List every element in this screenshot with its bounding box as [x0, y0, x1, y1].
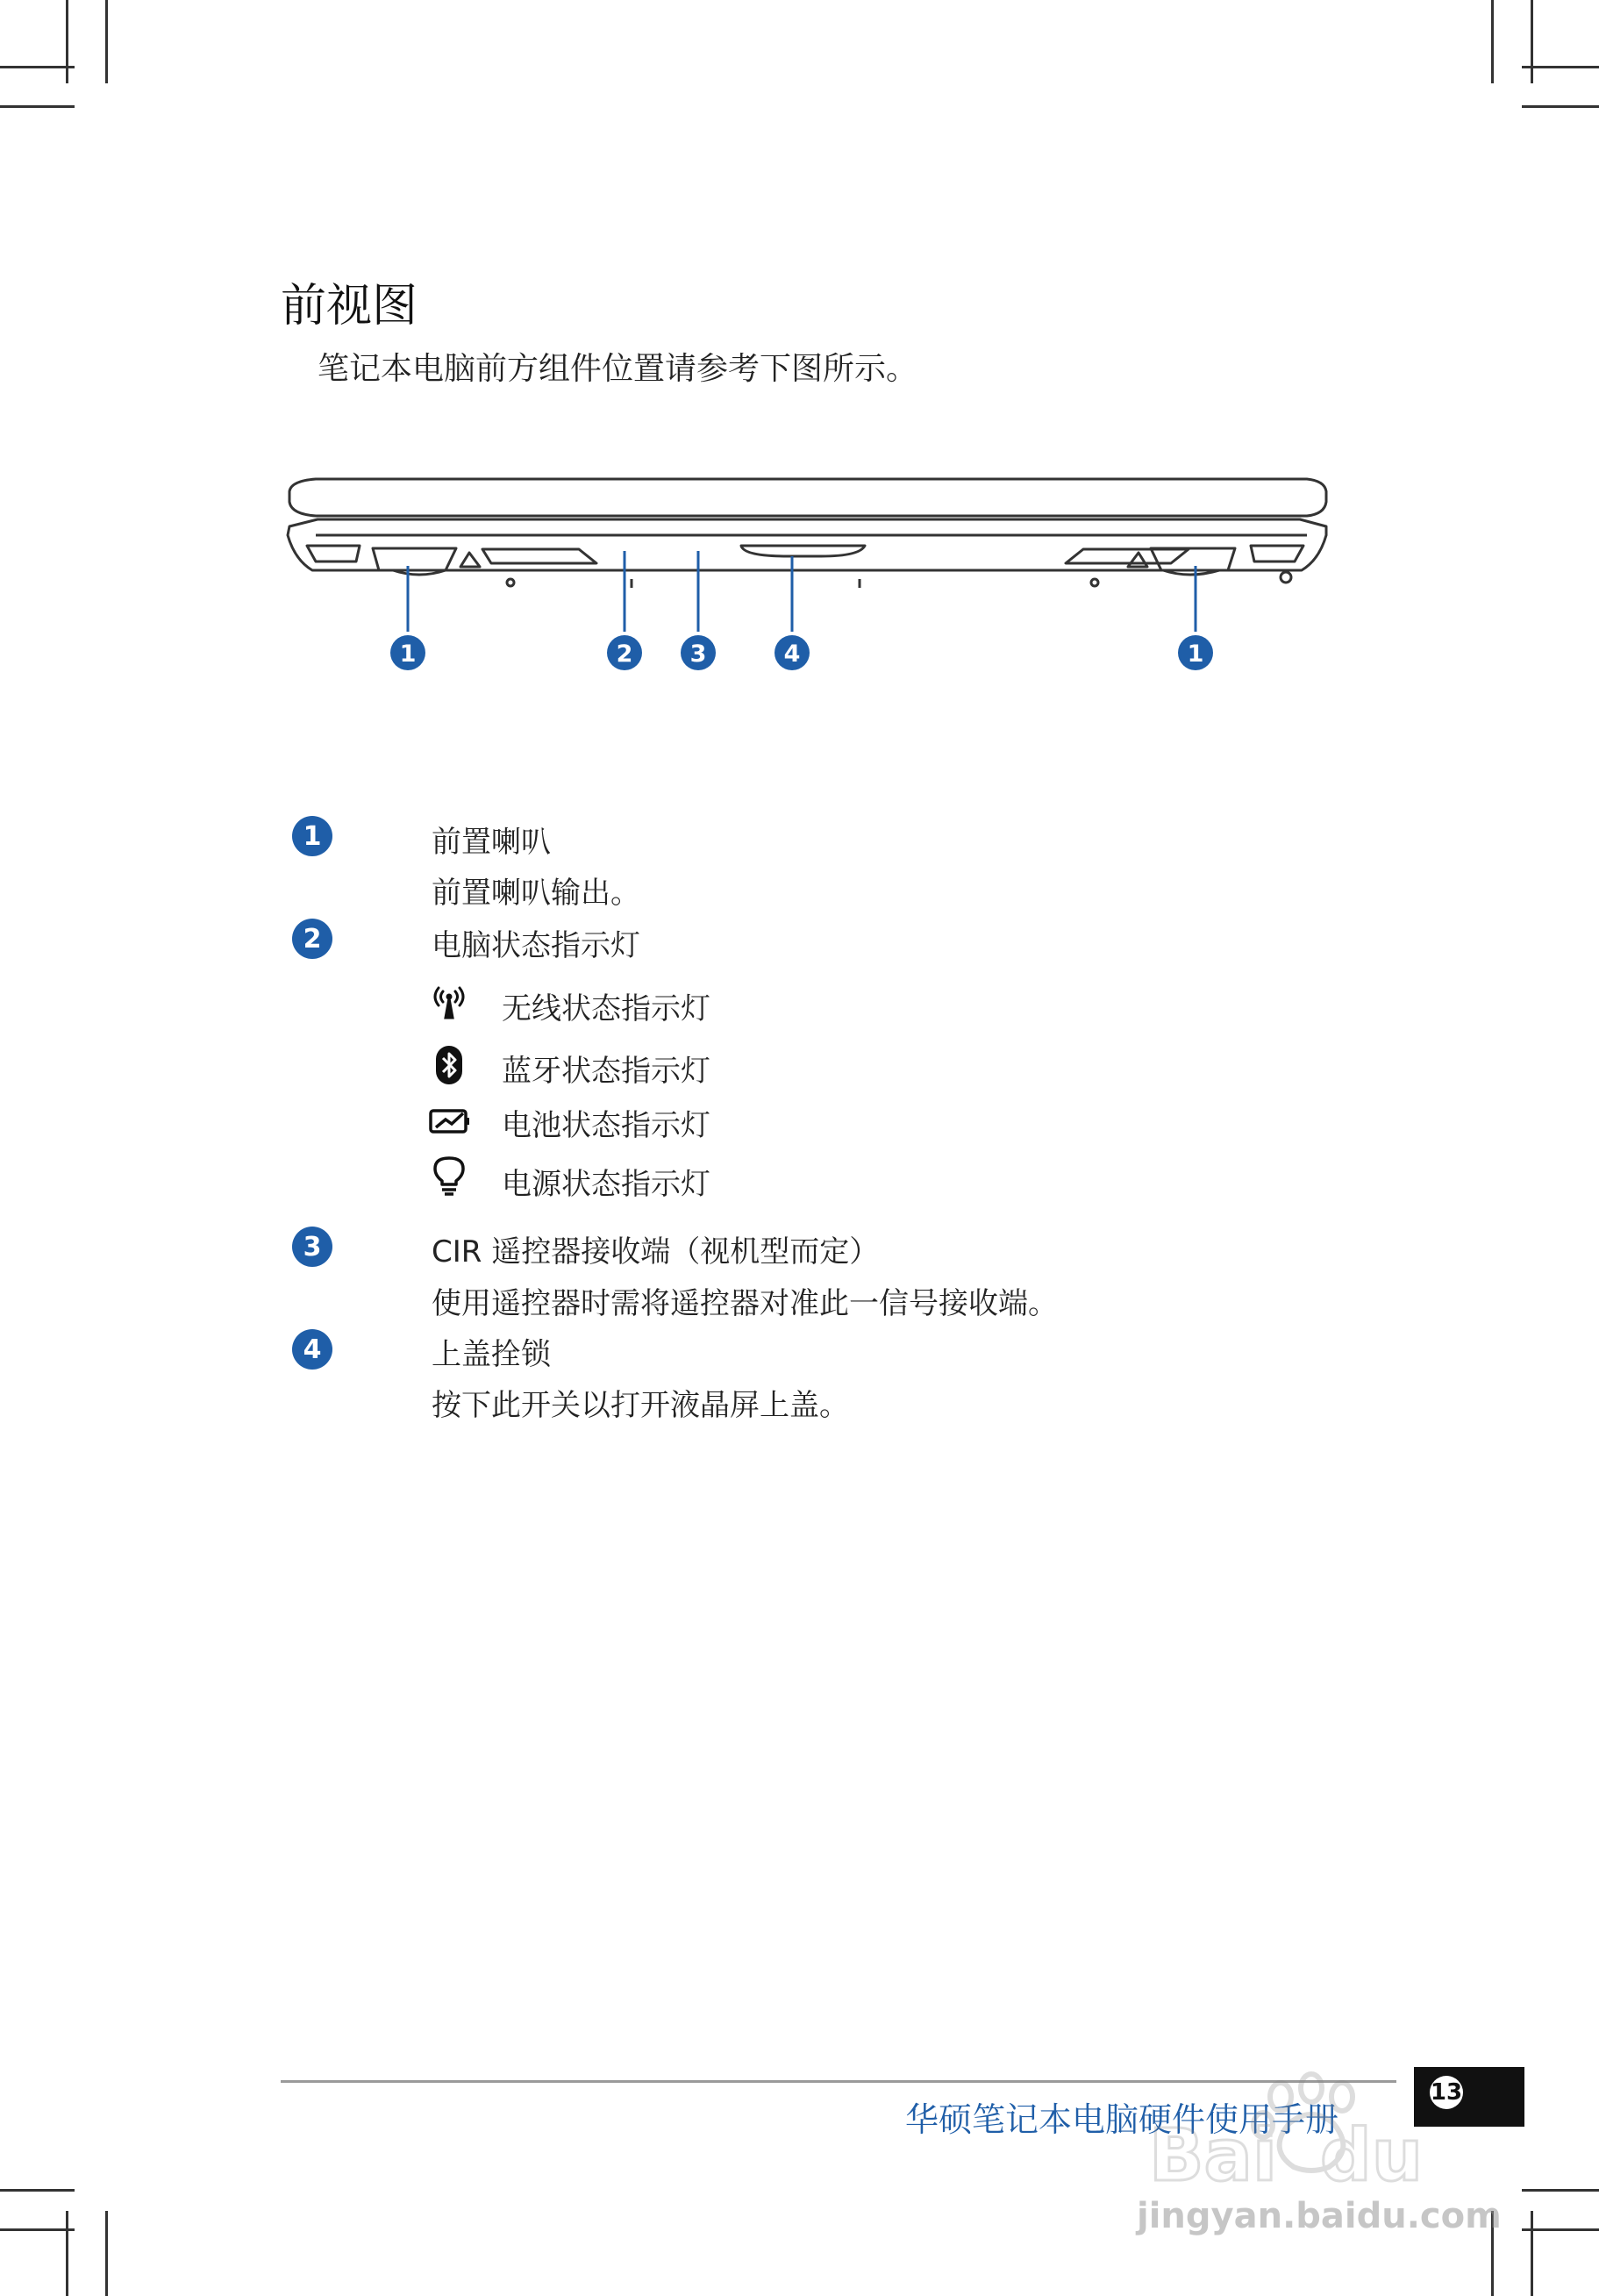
item-title: 前置喇叭: [432, 825, 551, 860]
callout-1-right: [1178, 635, 1213, 670]
item-title: 上盖拴锁: [432, 1337, 551, 1372]
item-description: 使用遥控器时需将遥控器对准此一信号接收端。: [432, 1286, 1058, 1321]
callout-3: [681, 635, 716, 670]
bluetooth-icon: [428, 1044, 470, 1086]
crop-mark: [0, 105, 75, 108]
intro-text: 笔记本电脑前方组件位置请参考下图所示。: [318, 351, 918, 387]
crop-mark: [105, 0, 108, 83]
indicator-label: 电源状态指示灯: [502, 1167, 710, 1202]
callout-4: [775, 635, 810, 670]
svg-text:1: 1: [1187, 640, 1204, 668]
indicator-label: 蓝牙状态指示灯: [502, 1054, 710, 1089]
page-title: 前视图: [281, 280, 418, 333]
lid-latch: [741, 546, 865, 556]
item-title: 电脑状态指示灯: [432, 928, 640, 963]
item-number-1: 1: [292, 816, 332, 856]
item-number-2: 2: [292, 919, 332, 959]
laptop-front-view-diagram: [263, 465, 1368, 684]
battery-icon: [428, 1100, 470, 1142]
speaker-grille-right: [1151, 548, 1235, 570]
item-number-3: 3: [292, 1227, 332, 1267]
item-description: 前置喇叭输出。: [432, 876, 640, 911]
svg-text:2: 2: [616, 640, 633, 668]
svg-text:Bai: Bai: [1149, 2114, 1277, 2198]
svg-text:3: 3: [689, 640, 707, 668]
item-title: CIR 遥控器接收端（视机型而定）: [432, 1234, 880, 1270]
callout-1: [390, 635, 425, 670]
crop-mark: [1522, 2228, 1599, 2231]
crop-mark: [0, 2228, 75, 2231]
manual-title: 华硕笔记本电脑硬件使用手册: [905, 2100, 1339, 2139]
svg-text:4: 4: [783, 640, 801, 668]
svg-text:1: 1: [399, 640, 417, 668]
speaker-grille-left: [373, 548, 456, 570]
speaker-grille-left-outer: [307, 546, 360, 561]
crop-mark: [1531, 0, 1533, 83]
svg-text:du: du: [1320, 2114, 1424, 2198]
crop-mark: [1531, 2211, 1533, 2296]
crop-mark: [0, 66, 75, 68]
speaker-grille-right-outer: [1251, 546, 1303, 561]
power-bulb-icon: [428, 1155, 470, 1197]
crop-mark: [0, 2189, 75, 2192]
crop-mark: [1491, 0, 1494, 83]
item-number-4: 4: [292, 1329, 332, 1370]
crop-mark: [66, 2211, 68, 2296]
indicator-label: 无线状态指示灯: [502, 991, 710, 1026]
indicator-label: 电池状态指示灯: [502, 1108, 710, 1143]
crop-mark: [66, 0, 68, 83]
laptop-lid: [289, 479, 1326, 516]
wireless-icon: [428, 981, 470, 1023]
page-number: 13: [1430, 2076, 1463, 2109]
crop-mark: [1522, 105, 1599, 108]
item-description: 按下此开关以打开液晶屏上盖。: [432, 1388, 849, 1423]
crop-mark: [1522, 66, 1599, 68]
watermark-url: jingyan.baidu.com: [1137, 2196, 1502, 2236]
crop-mark: [1522, 2189, 1599, 2192]
callout-2: [607, 635, 642, 670]
crop-mark: [105, 2211, 108, 2296]
